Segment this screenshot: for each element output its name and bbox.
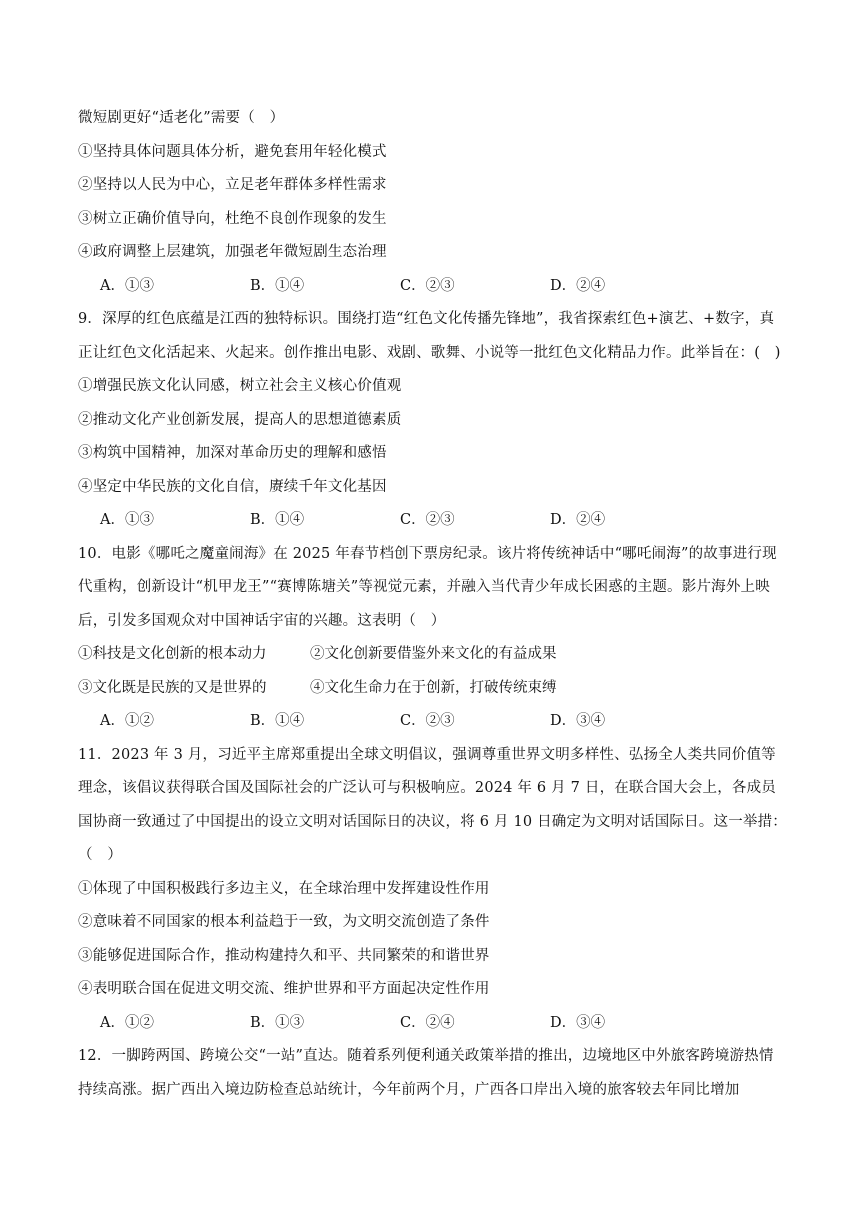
q11-options <box>78 1013 784 1033</box>
q11-option-c: C．②④ <box>400 1014 455 1031</box>
q9-item-3: ③构筑中国精神，加深对革命历史的理解和感悟 <box>78 445 387 461</box>
q10-item-1: ①科技是文化创新的根本动力 <box>78 646 267 662</box>
q8-option-c: C．②③ <box>400 277 455 294</box>
q10-option-d: D．③④ <box>550 713 606 729</box>
q11-stem-line-3: 国协商一致通过了中国提出的设立文明对话国际日的决议，将 6 月 10 日确定为文明对话国际日。这一举措： <box>78 813 788 830</box>
q8-option-a: A．①③ <box>100 277 154 294</box>
q11-stem-line-2: 理念，该倡议获得联合国及国际社会的广泛认可与积极响应。2024 年 6 月 7 日，在联合国大会上，各成员 <box>78 780 776 796</box>
q11-item-2: ②意味着不同国家的根本利益趋于一致，为文明交流创造了条件 <box>78 914 490 930</box>
q9-item-4: ④坚定中华民族的文化自信，赓续千年文化基因 <box>78 478 387 495</box>
q9-option-d: D．②④ <box>550 512 606 528</box>
q8-item-3: ③树立正确价值导向，杜绝不良创作现象的发生 <box>78 210 387 227</box>
q11-stem-line-1: 11．2023 年 3 月，习近平主席郑重提出全球文明倡议，强调尊重世界文明多样性、弘扬全人类共同价值等 <box>78 746 776 763</box>
q11-item-3: ③能够促进国际合作，推动构建持久和平、共同繁荣的和谐世界 <box>78 947 490 964</box>
q10-stem-line-2: 代重构，创新设计“机甲龙王”“赛博陈塘关”等视觉元素，并融入当代青少年成长困惑的主题。影片海外上映 <box>78 579 770 595</box>
q9-options <box>78 510 784 530</box>
q8-item-1: ①坚持具体问题具体分析，避免套用年轻化模式 <box>78 143 387 160</box>
q9-option-c: C．②③ <box>400 512 455 528</box>
q10-option-a: A．①② <box>100 713 154 729</box>
q8-option-b: B．①④ <box>250 277 305 294</box>
q11-option-d: D．③④ <box>550 1014 606 1031</box>
q8-item-2: ②坚持以人民为中心，立足老年群体多样性需求 <box>78 177 387 193</box>
q10-option-c: C．②③ <box>400 713 455 729</box>
q9-option-b: B．①④ <box>250 512 305 528</box>
q9-stem-line-1: 9．深厚的红色底蕴是江西的独特标识。围绕打造“红色文化传播先锋地”，我省探索红色+演艺、+数字，真 <box>78 311 775 327</box>
q10-items-row-1 <box>78 644 784 664</box>
q11-item-4: ④表明联合国在促进文明交流、维护世界和平方面起决定性作用 <box>78 981 490 997</box>
q10-item-3: ③文化既是民族的又是世界的 <box>78 679 267 696</box>
q10-item-2: ②文化创新要借鉴外来文化的有益成果 <box>310 646 557 662</box>
q10-options <box>78 711 784 731</box>
q8-option-d: D．②④ <box>550 277 606 294</box>
exam-page <box>78 108 788 1113</box>
q8-item-4: ④政府调整上层建筑，加强老年微短剧生态治理 <box>78 244 387 260</box>
q11-option-b: B．①③ <box>250 1014 305 1031</box>
q9-stem-line-2: 正让红色文化活起来、火起来。创作推出电影、戏剧、歌舞、小说等一批红色文化精品力作。此举旨在：( ) <box>78 344 781 361</box>
q12-stem-line-1: 12．一脚跨两国、跨境公交“一站”直达。随着系列便利通关政策举措的推出，边境地区中外旅客跨境游热情 <box>78 1048 774 1064</box>
q9-item-1: ①增强民族文化认同感，树立社会主义核心价值观 <box>78 378 402 394</box>
q9-item-2: ②推动文化产业创新发展，提高人的思想道德素质 <box>78 411 402 428</box>
q10-items-row-2 <box>78 678 784 698</box>
q10-item-4: ④文化生命力在于创新，打破传统束缚 <box>310 679 557 696</box>
q10-stem-line-3: 后，引发多国观众对中国神话宇宙的兴趣。这表明（ ） <box>78 612 446 629</box>
q9-option-a: A．①③ <box>100 512 154 528</box>
q10-stem-line-1: 10．电影《哪吒之魔童闹海》在 2025 年春节档创下票房纪录。该片将传统神话中“哪吒闹海”的故事进行现 <box>78 545 777 562</box>
q8-options <box>78 276 784 296</box>
q11-option-a: A．①② <box>100 1014 154 1031</box>
q11-stem-line-4: （ ） <box>78 847 123 863</box>
q8-stem-tail: 微短剧更好“适老化”需要（ ） <box>78 110 285 126</box>
q11-item-1: ①体现了中国积极践行多边主义，在全球治理中发挥建设性作用 <box>78 880 490 897</box>
q10-option-b: B．①④ <box>250 713 305 729</box>
q12-stem-line-2: 持续高涨。据广西出入境边防检查总站统计，今年前两个月，广西各口岸出入境的旅客较去年同比增加 <box>78 1081 740 1098</box>
